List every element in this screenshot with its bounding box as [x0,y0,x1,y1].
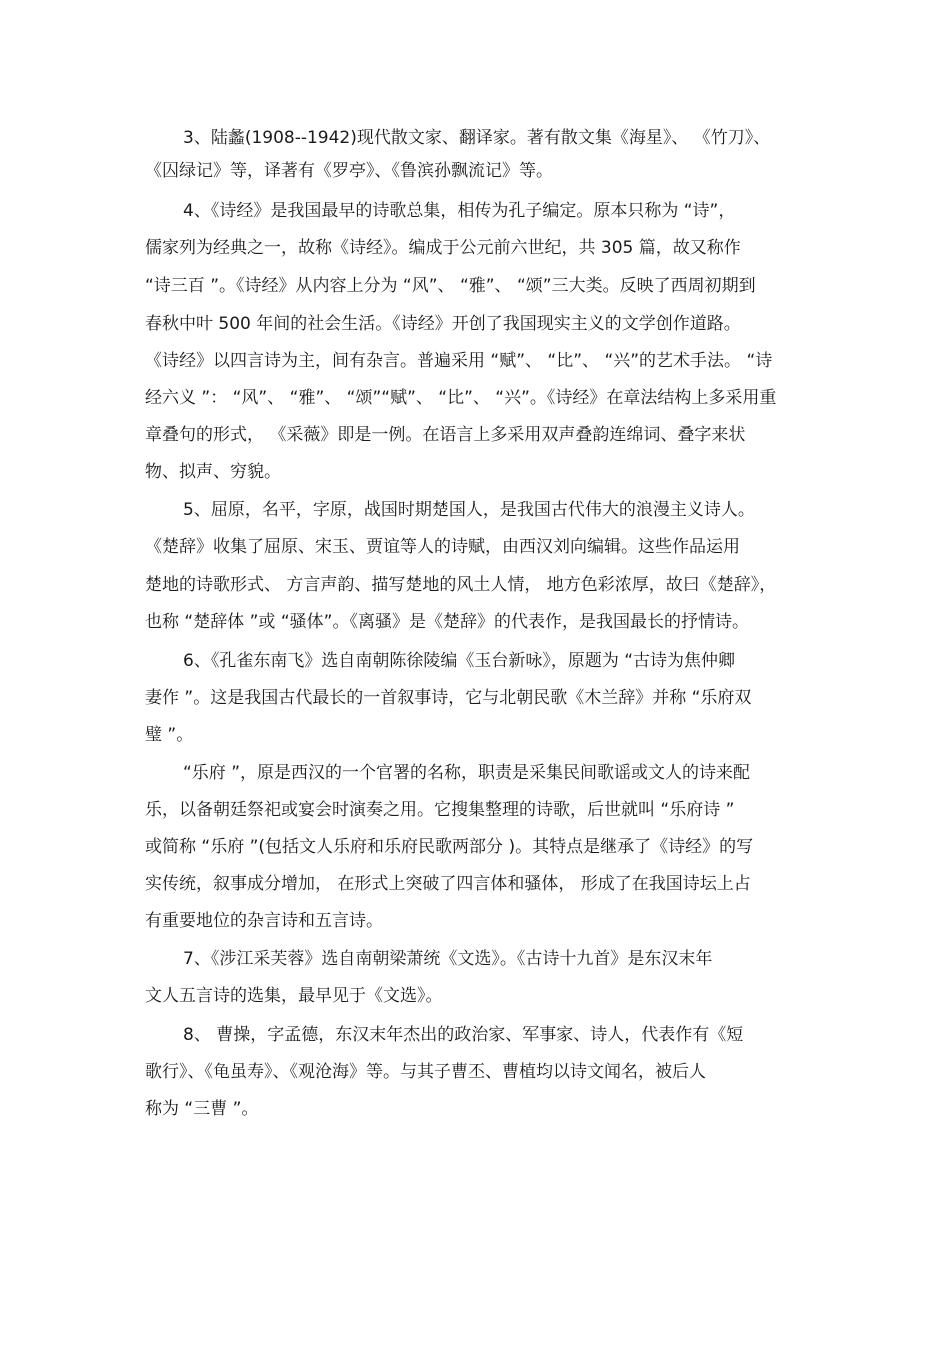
text-line: 《囚绿记》等，译著有《罗亭》、《鲁滨孙飘流记》等。 [145,161,553,181]
text-line: 有重要地位的杂言诗和五言诗。 [145,911,383,931]
text-line: 经六义 ”： “风”、 “雅”、 “颂”“赋”、 “比”、 “兴”。《诗经》在章法结构上多采用重 [145,388,777,408]
text-line: “诗三百 ”。《诗经》从内容上分为 “风”、 “雅”、 “颂”三大类。反映了西周初期到 [145,276,756,296]
text-line: 6、《孔雀东南飞》选自南朝陈徐陵编《玉台新咏》，原题为 “古诗为焦仲卿 [183,651,736,671]
text-line: 歌行》、《龟虽寿》、《观沧海》等。与其子曹丕、曹植均以诗文闻名，被后人 [145,1062,706,1082]
text-line: “乐府 ”，原是西汉的一个官署的名称，职责是采集民间歌谣或文人的诗来配 [183,763,751,783]
text-line: 《楚辞》收集了屈原、宋玉、贾谊等人的诗赋，由西汉刘向编辑。这些作品运用 [145,537,740,557]
text-line: 也称 “楚辞体 ”或 “骚体”。《离骚》是《楚辞》的代表作，是我国最长的抒情诗。 [145,612,749,632]
text-line: 乐，以备朝廷祭祀或宴会时演奏之用。它搜集整理的诗歌，后世就叫 “乐府诗 ” [145,800,735,820]
text-line: 称为 “三曹 ”。 [145,1099,259,1119]
text-line: 物、拟声、穷貌。 [145,462,281,482]
text-line: 3、陆蠡(1908--1942)现代散文家、翻译家。著有散文集《海星》、 《竹刀》、 [183,128,771,148]
text-line: 楚地的诗歌形式、 方言声韵、描写楚地的风土人情， 地方色彩浓厚，故曰《楚辞》， [145,575,777,595]
text-line: 8、 曹操，字孟德，东汉末年杰出的政治家、军事家、诗人，代表作有《短 [183,1025,744,1045]
text-line: 《诗经》以四言诗为主，间有杂言。普遍采用 “赋”、 “比”、 “兴”的艺术手法。 “诗 [145,351,773,371]
text-line: 儒家列为经典之一，故称《诗经》。编成于公元前六世纪，共 305 篇，故又称作 [145,238,741,258]
text-line: 7、《涉江采芙蓉》选自南朝梁萧统《文选》。《古诗十九首》是东汉末年 [183,949,713,969]
text-line: 4、《诗经》是我国最早的诗歌总集，相传为孔子编定。原本只称为 “诗”， [183,201,736,221]
text-line: 璧 ”。 [145,725,194,745]
text-line: 文人五言诗的选集，最早见于《文选》。 [145,986,443,1006]
text-line: 或简称 “乐府 ”(包括文人乐府和乐府民歌两部分 )。其特点是继承了《诗经》的写 [145,837,754,857]
text-line: 春秋中叶 500 年间的社会生活。《诗经》开创了我国现实主义的文学创作道路。 [145,314,741,334]
text-line: 妻作 ”。这是我国古代最长的一首叙事诗，它与北朝民歌《木兰辞》并称 “乐府双 [145,688,752,708]
text-line: 章叠句的形式， 《采薇》即是一例。在语言上多采用双声叠韵连绵词、叠字来状 [145,425,746,445]
text-line: 5、屈原，名平，字原，战国时期楚国人，是我国古代伟大的浪漫主义诗人。 [183,500,755,520]
text-line: 实传统，叙事成分增加， 在形式上突破了四言体和骚体， 形成了在我国诗坛上占 [145,874,751,894]
